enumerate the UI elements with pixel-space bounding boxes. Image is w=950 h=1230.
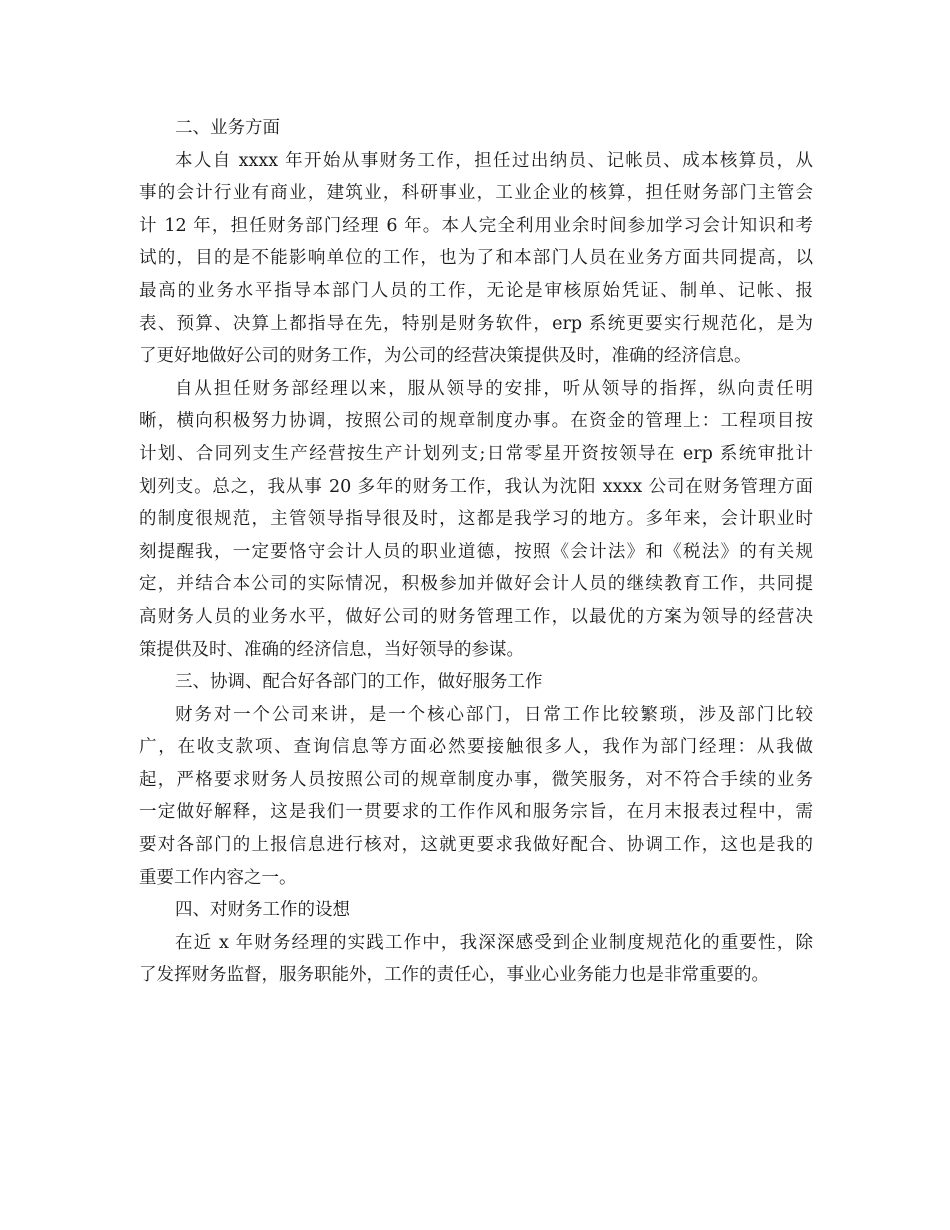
- text-line: 表、预算、决算上都指导在先，特别是财务软件，erp 系统更要实行规范化，是为: [139, 313, 813, 334]
- text-line: 刻提醒我，一定要恪守会计人员的职业道德，按照《会计法》和《税法》的有关规: [139, 541, 813, 562]
- text-line: 最高的业务水平指导本部门人员的工作，无论是审核原始凭证、制单、记帐、报: [139, 280, 813, 301]
- text-line: 划列支。总之，我从事 20 多年的财务工作，我认为沈阳 xxxx 公司在财务管理方面: [139, 476, 813, 497]
- text-line: 一定做好解释，这是我们一贯要求的工作作风和服务宗旨，在月末报表过程中，需: [139, 802, 813, 823]
- text-line: 在近 x 年财务经理的实践工作中，我深深感受到企业制度规范化的重要性，除: [175, 932, 813, 953]
- section-heading-business: 二、业务方面: [175, 118, 280, 138]
- document-body: [139, 112, 813, 992]
- text-line: 重要工作内容之一。: [139, 867, 297, 888]
- section-heading-outlook: 四、对财务工作的设想: [175, 900, 350, 921]
- text-line: 定，并结合本公司的实际情况，积极参加并做好会计人员的继续教育工作，共同提: [139, 574, 813, 595]
- text-line: 本人自 xxxx 年开始从事财务工作，担任过出纳员、记帐员、成本核算员，从: [175, 150, 813, 171]
- text-line: 晰，横向积极努力协调，按照公司的规章制度办事。在资金的管理上：工程项目按: [139, 411, 813, 432]
- text-line: 高财务人员的业务水平，做好公司的财务管理工作，以最优的方案为领导的经营决: [139, 606, 813, 627]
- paragraph: [139, 145, 813, 373]
- text-line: 事的会计行业有商业，建筑业，科研事业，工业企业的核算，担任财务部门主管会: [139, 183, 813, 204]
- text-line: 试的，目的是不能影响单位的工作，也为了和本部门人员在业务方面共同提高，以: [139, 248, 813, 269]
- text-line: 计 12 年，担任财务部门经理 6 年。本人完全利用业余时间参加学习会计知识和考: [139, 215, 813, 236]
- text-line: 财务对一个公司来讲，是一个核心部门，日常工作比较繁琐，涉及部门比较: [175, 704, 813, 725]
- text-line: 了发挥财务监督，服务职能外，工作的责任心，事业心业务能力也是非常重要的。: [139, 965, 769, 986]
- text-line: 自从担任财务部经理以来，服从领导的安排，听从领导的指挥，纵向责任明: [175, 378, 813, 399]
- text-line: 要对各部门的上报信息进行核对，这就更要求我做好配合、协调工作，这也是我的: [139, 835, 813, 856]
- paragraph: [139, 927, 813, 992]
- paragraph: [139, 373, 813, 666]
- text-line: 的制度很规范，主管领导指导很及时，这都是我学习的地方。多年来，会计职业时: [139, 509, 813, 530]
- section-heading-coordination: 三、协调、配合好各部门的工作，做好服务工作: [175, 672, 543, 693]
- text-line: 策提供及时、准确的经济信息，当好领导的参谋。: [139, 639, 524, 660]
- text-line: 起，严格要求财务人员按照公司的规章制度办事，微笑服务，对不符合手续的业务: [139, 769, 813, 790]
- text-line: 计划、合同列支生产经营按生产计划列支;日常零星开资按领导在 erp 系统审批计: [139, 443, 813, 464]
- text-line: 了更好地做好公司的财务工作，为公司的经营决策提供及时，准确的经济信息。: [139, 346, 752, 367]
- paragraph: [139, 699, 813, 895]
- text-line: 广，在收支款项、查询信息等方面必然要接触很多人，我作为部门经理：从我做: [139, 737, 813, 758]
